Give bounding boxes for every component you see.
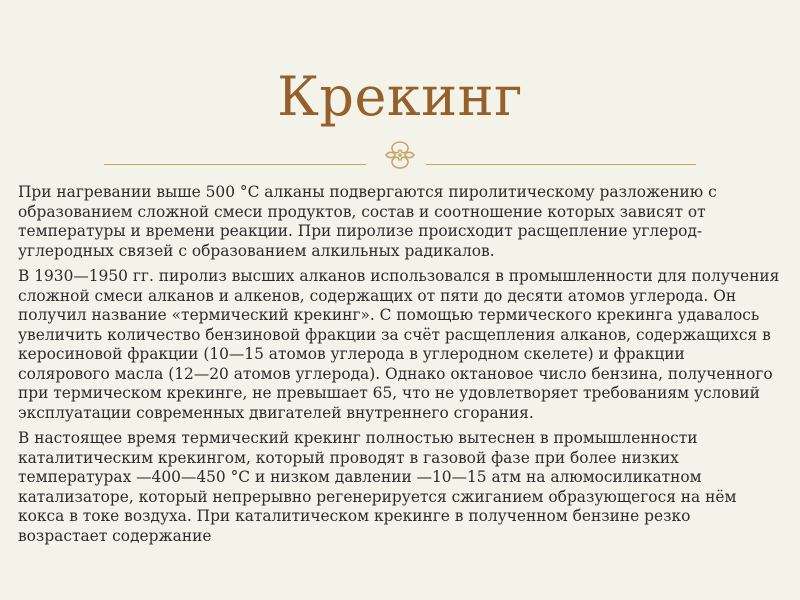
paragraph-3: В настоящее время термический крекинг полностью вытеснен в промышленности каталитическим крекингом, который проводят в газовой фазе при более низких температурах —400—450 °С и низком давлении —10—15 атм на алюмосиликатном катализаторе, который непрерывно регенерируется сжиганием образующегося на нём кокса в токе воздуха. При каталитическом крекинге в полученном бензине резко возрастает содержание <box>18 429 737 545</box>
paragraph-2: В 1930—1950 гг. пиролиз высших алканов использовался в промышленности для получения сложной смеси алканов и алкенов, содержащих от пяти до десяти атомов углерода. Он получил название «термический крекинг». С помощью термического крекинга удавалось увеличить количество бензиновой фракции за счёт расщепления алканов, содержащихся в керосиновой фракции (10—15 атомов углерода в углеродном скелете) и фракции солярового масла (12—20 атомов углерода). Однако октановое число бензина, полученного при термическом крекинге, не превышает 65, что не удовлетворяет требованиям условий эксплуатации современных двигателей внутреннего сгорания. <box>18 267 780 422</box>
divider-line-right <box>426 164 696 165</box>
slide-title: Крекинг <box>277 65 523 128</box>
divider-line-left <box>104 164 366 165</box>
slide-body <box>18 183 780 552</box>
ornament-icon <box>380 138 420 172</box>
title-divider <box>104 136 696 176</box>
paragraph-1: При нагревании выше 500 °С алканы подвергаются пиролитическому разложению с образованием сложной смеси продуктов, состав и соотношение которых зависят от температуры и времени реакции. При пиролизе происходит расщепление углерод-углеродных связей с образованием алкильных радикалов. <box>18 183 717 260</box>
